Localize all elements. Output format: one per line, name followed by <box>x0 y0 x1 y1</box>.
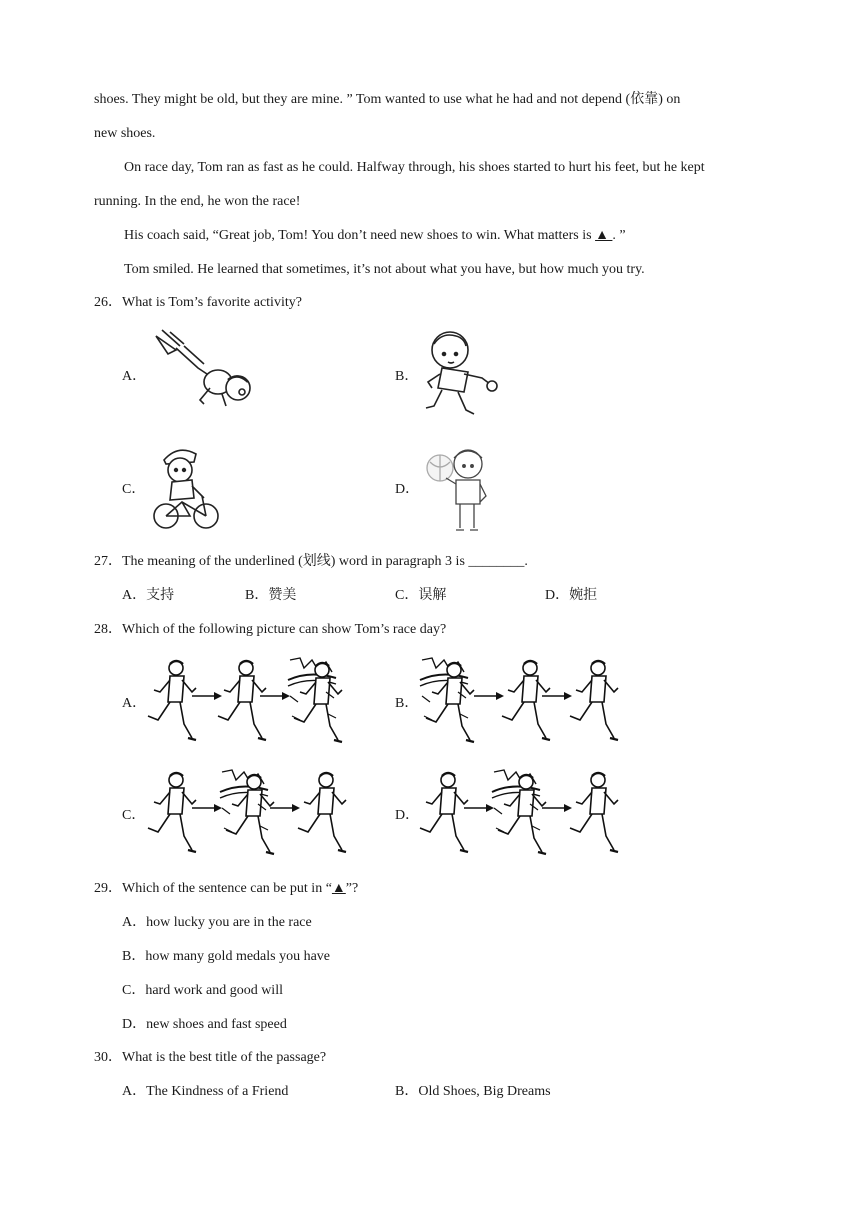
q26-option-d-label[interactable]: D． <box>395 482 420 497</box>
q29-option-a[interactable]: A．how lucky you are in the race <box>122 915 312 930</box>
q26-option-c-label[interactable]: C． <box>122 482 146 497</box>
q30-option-a[interactable]: A．The Kindness of a Friend <box>122 1084 289 1099</box>
q29-option-d[interactable]: D．new shoes and fast speed <box>122 1017 287 1032</box>
passage-line: Tom smiled. He learned that sometimes, it’s not about what you have, but how much you try. <box>124 262 645 277</box>
passage-line: shoes. They might be old, but they are mine. ” Tom wanted to use what he had and not depend (依靠) on <box>94 92 681 107</box>
q27-option-d[interactable]: D．婉拒 <box>545 588 598 603</box>
q29-blank: ▲ <box>331 881 346 896</box>
q29-stem-text: 29．Which of the sentence can be put in “ <box>94 881 332 896</box>
passage-line <box>124 226 626 246</box>
race-sequence-b <box>418 656 626 748</box>
q27-option-b[interactable]: B．赞美 <box>245 588 297 603</box>
q29-stem-text: ”? <box>345 881 359 896</box>
race-sequence-d <box>418 768 626 860</box>
question-30-stem: 30．What is the best title of the passage? <box>94 1050 327 1065</box>
race-sequence-a <box>146 656 354 748</box>
q29-option-c[interactable]: C．hard work and good will <box>122 983 283 998</box>
race-sequence-c <box>146 768 354 860</box>
q28-option-a-label[interactable]: A． <box>122 696 147 711</box>
passage-line: On race day, Tom ran as fast as he could. Halfway through, his shoes started to hurt his feet, but he kept <box>124 160 705 175</box>
question-26-stem: 26．What is Tom’s favorite activity? <box>94 295 302 310</box>
q26-option-a-label[interactable]: A． <box>122 369 147 384</box>
passage-text: His coach said, “Great job, Tom! You don’t need new shoes to win. What matters is <box>124 228 596 243</box>
passage-text: . ” <box>612 228 626 243</box>
passage-line: new shoes. <box>94 126 156 141</box>
q28-option-d-label[interactable]: D． <box>395 808 420 823</box>
q27-option-a[interactable]: A．支持 <box>122 588 175 603</box>
cyclist-icon <box>150 440 222 532</box>
q26-option-b-label[interactable]: B． <box>395 369 419 384</box>
q28-option-c-label[interactable]: C． <box>122 808 146 823</box>
runner-boy-icon <box>420 328 502 424</box>
passage-line: running. In the end, he won the race! <box>94 194 301 209</box>
q29-option-b[interactable]: B．how many gold medals you have <box>122 949 331 964</box>
question-28-stem: 28．Which of the following picture can show Tom’s race day? <box>94 622 447 637</box>
answer-blank: ▲ <box>595 228 613 243</box>
question-27-stem: 27．The meaning of the underlined (划线) word in paragraph 3 is ________. <box>94 554 528 569</box>
ball-player-icon <box>424 442 496 534</box>
swimmer-icon <box>150 328 256 408</box>
q28-option-b-label[interactable]: B． <box>395 696 419 711</box>
q27-option-c[interactable]: C．误解 <box>395 588 447 603</box>
question-29-stem <box>94 879 358 899</box>
q30-option-b[interactable]: B．Old Shoes, Big Dreams <box>395 1084 551 1099</box>
